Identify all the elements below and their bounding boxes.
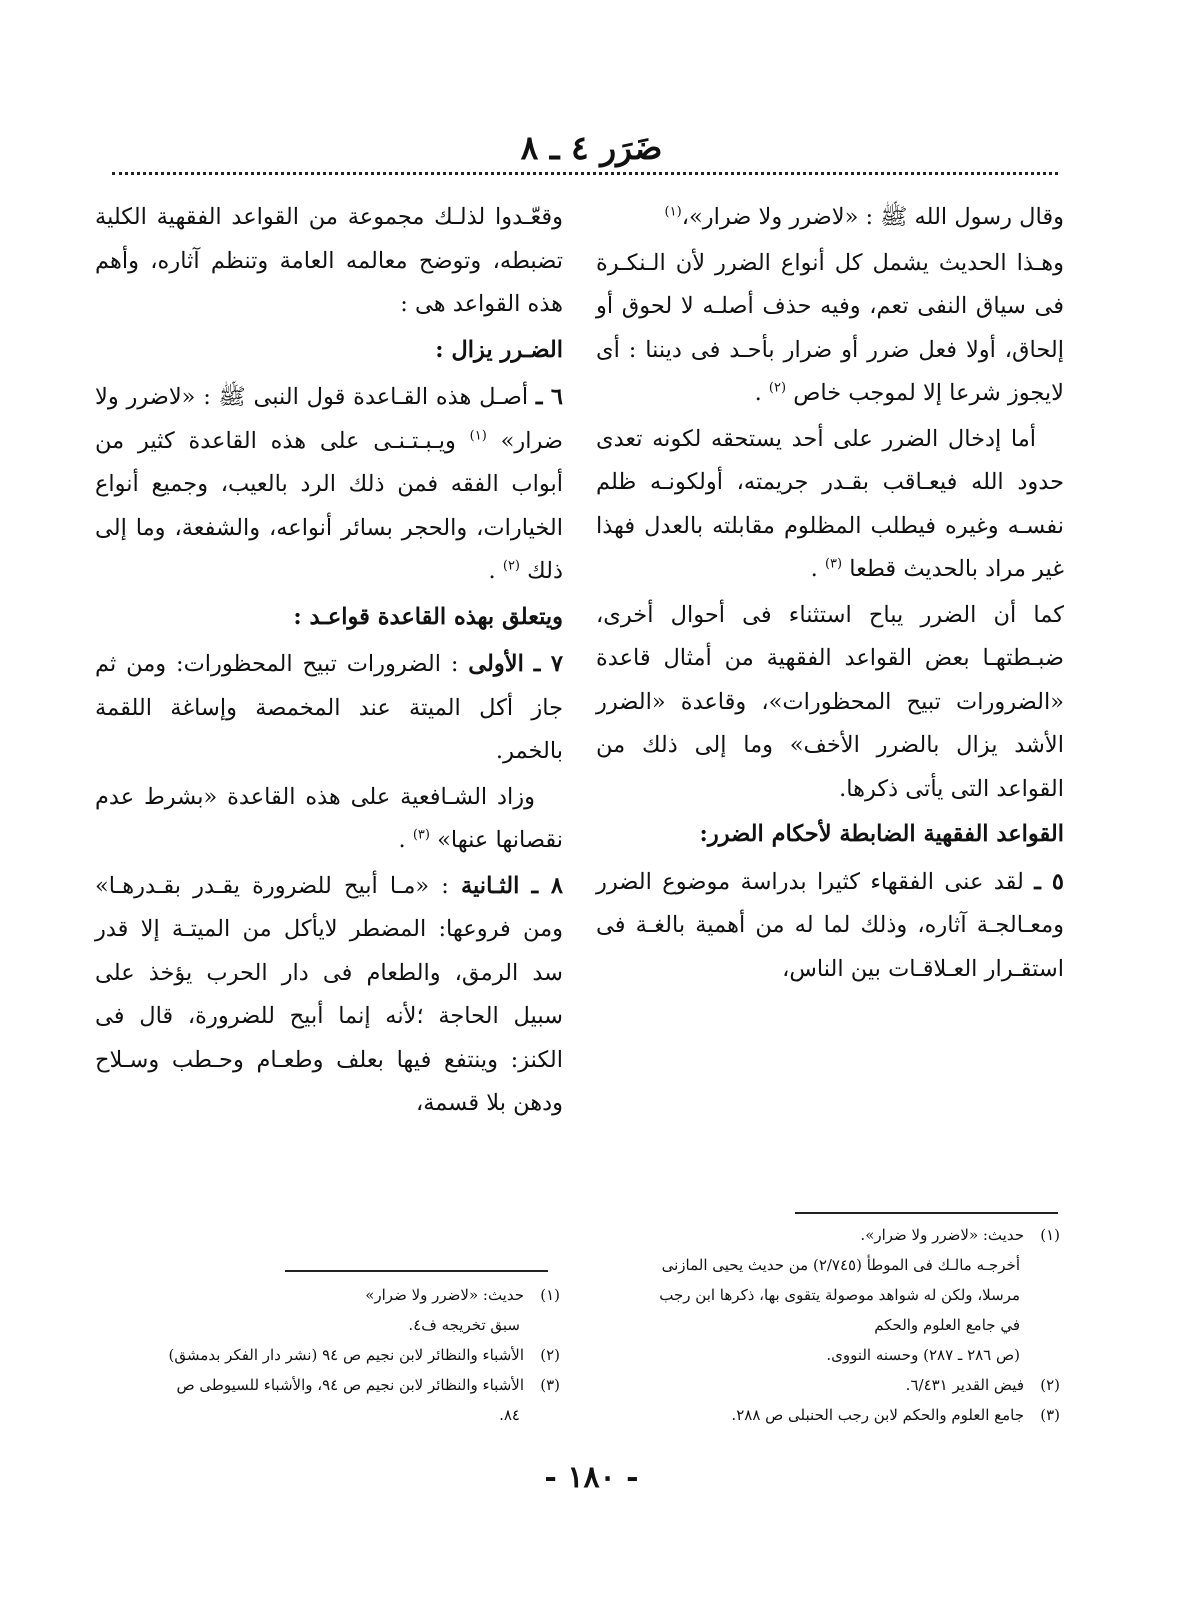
paragraph-number: ٨ ـ [531,872,563,899]
paragraph-necessity: كما أن الضرر يباح استثناء فى أحوال أخرى، ضبـطتهـا بعض القواعد الفقهية من أمثال قاعدة «الضرورات تبيح المحظورات»، وقاعدة «الضرر الأشد يزال بالضرر الأخف» وما إلى ذلك من القواعد التى يأتى ذكرها. [596,601,1064,802]
paragraph-hadith: وقال رسول الله ﷺ : «لاضرر ولا ضرار»،$^{(١)}$ [664,204,1064,230]
footnote-line: في جامع العلوم والحكم [874,1316,1020,1334]
paragraph-number: ٦ ـ [535,384,563,410]
footnote-line: (٣)جامع العلوم والحكم لابن رجب الحنبلى ص ٢٨٨. [731,1406,1060,1424]
header-dotted-rule [112,172,1058,175]
footnote-line: (٢)فيض القدير ٦/٤٣١. [905,1376,1060,1394]
paragraph-number: ٧ ـ [533,651,563,677]
paragraph-5: ٥ ـ لقد عنى الفقهاء كثيرا بدراسة موضوع الضرر ومعـالجـة آثاره، وذلك لما له من أهمية بالغـة فى استقـرار العـلاقـات بين الناس، [596,868,1064,982]
footnote-line: أخرجـه مالـك فى الموطأ (٢/٧٤٥) من حديث يحيى المازنى [661,1256,1020,1274]
footnotes-left [90,1280,560,1430]
footnote-ref: (١) [469,428,487,443]
paragraph-6: ٦ ـ أصـل هذه القـاعدة قول النبى ﷺ : «لاضرر ولا ضرار» $^{(١)}$ ويـبـتـنـى على هذه القاعدة كثير من أبواب الفقه فمن ذلك الرد بالعيب، وجميع أنواع الخيارات، والحجر بسائر أنواعه، والشفعة، وما إلى ذلك $^{(٢)}$ . [95,384,564,584]
footnote-line: (١)حديث: «لاضرر ولا ضرار» [365,1286,560,1304]
footnote-ref: (٣) [412,827,430,843]
left-column [95,196,563,1128]
footnote-rule-left [285,1270,548,1272]
footnote-line: (٢)الأشباء والنظائر لابن نجيم ص ٩٤ (نشر دار الفكر بدمشق) [168,1346,560,1364]
footnote-line: (ص ٢٨٦ ـ ٢٨٧) وحسنه النووى. [826,1346,1020,1364]
paragraph-7: ٧ ـ الأولى : الضرورات تبيح المحظورات: ومن ثم جاز أكل الميتة عند المخمصة وإساغة اللقمة بالخمر. [95,651,563,764]
paragraph-exception: أما إدخال الضرر على أحد يستحقه لكونه تعدى حدود الله فيعـاقب بقـدر جريمته، أولكونـه ظلم نفسـه وغيره فيطلب المظلوم مقابلته بالعدل فهذا غير مراد بالحديث قطعا $^{(٣)}$ . [596,425,1064,582]
footnote-ref: (٣) [824,556,843,572]
section-heading: القواعد الفقهية الضابطة لأحكام الضرر: [699,821,1064,847]
paragraph-7-shafii: وزاد الشـافعية على هذه القاعدة «بشرط عدم نقصانها عنها» $^{(٣)}$ . [95,783,563,853]
paragraph-8: ٨ ـ الثـانية : «مـا أبيح للضرورة يقـدر بقـدرهـا» ومن فروعها: المضطر لايأكل من الميتـة إلا قدر سد الرمق، والطعام فى دار الحرب يؤخذ على سبيل الحاجة ؛لأنه إنما أبيح للضرورة، قال فى الكنز: وينتفع فيها بعلف وطعـام وحـطب وسـلاح ودهن بلا قسمة، [95,872,563,1116]
paragraph-explanation: وهـذا الحديث يشمل كل أنواع الضرر لأن الـنكـرة فى سياق النفى تعم، وفيه حذف أصلـه لا لحوق أو إلحاق، أولا فعل ضرر أو ضرار بأحـد فى ديننا : أى لايجوز شرعا إلا لموجب خاص $^{(٢)}$ . [596,249,1064,406]
rule-heading: الضـرر يزال : [435,336,563,363]
paragraph-rules-intro: وقعّـدوا لذلـك مجموعة من القواعد الفقهية الكلية تضبطه، وتوضح معالمه العامة وتنظم آثاره، وأهم هذه القواعد هى : [95,204,563,317]
footnote-ref: (١) [664,204,682,220]
paragraph-number: ٥ ـ [1034,868,1064,895]
footnote-rule-right [795,1212,1058,1214]
footnote-line: سبق تخريجه ف٤. [408,1316,520,1334]
footnote-ref: (٢) [502,558,520,574]
footnote-line: ٨٤. [499,1406,520,1424]
subrules-heading: ويتعلق بهذه القاعدة قواعـد : [293,603,563,630]
footnote-line: (٣)الأشباء والنظائر لابن نجيم ص ٩٤، والأشباء للسيوطى ص [176,1376,560,1394]
rule-label: الثـانية [460,872,520,899]
page-number: - ١٨٠ - [544,1460,639,1495]
footnote-line: (١)حديث: «لاضرر ولا ضرار». [860,1226,1060,1244]
footnote-ref: (٢) [768,380,787,396]
right-column [596,196,1064,993]
footnote-line: مرسلا، ولكن له شواهد موصولة يتقوى بها، ذكرها ابن رجب [659,1286,1020,1304]
rule-label: الأولى [468,651,524,677]
footnotes-right [590,1220,1060,1430]
running-head: ضَرَر ٤ ـ ٨ [520,128,663,167]
